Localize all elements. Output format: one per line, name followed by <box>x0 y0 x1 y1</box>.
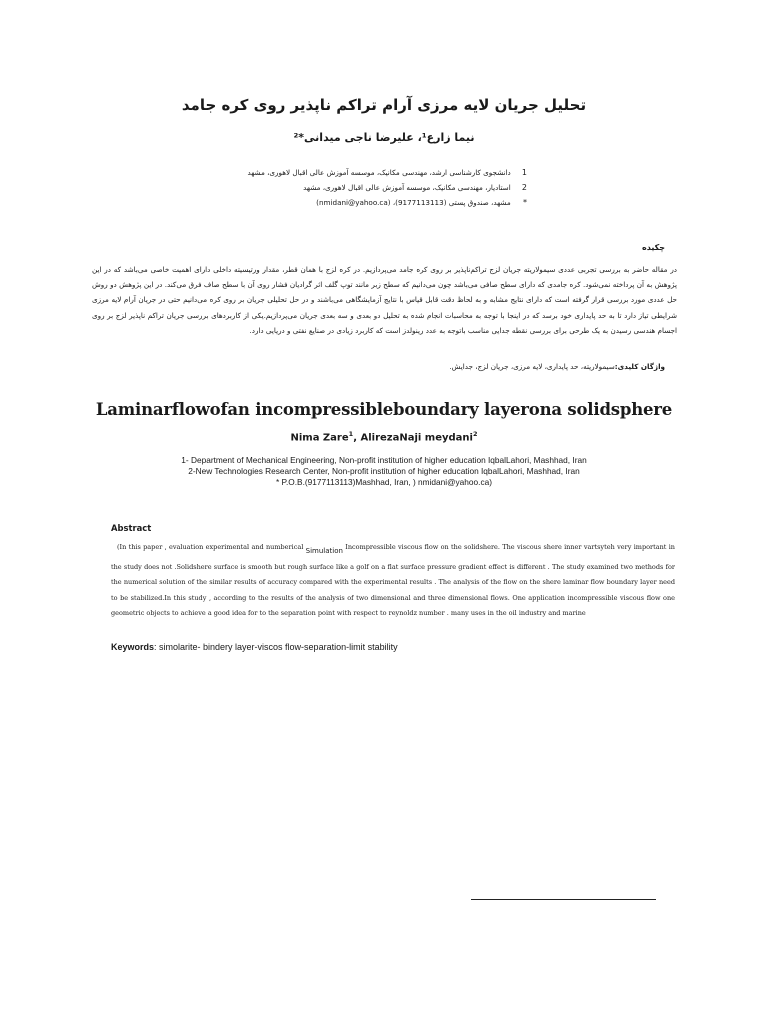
persian-abstract-heading: چکیده <box>641 243 665 252</box>
english-authors <box>0 430 768 443</box>
persian-affiliation-3 <box>180 195 527 210</box>
affiliation-number: * <box>523 198 527 207</box>
persian-title: تحلیل جریان لایه مرزی آرام تراکم ناپذیر روی کره جامد <box>181 96 587 114</box>
affiliation-number: 1 <box>521 168 527 177</box>
persian-keywords-text: سیمولاریته، حد پایداری، لایه مرزی، جریان لزج، جدایش. <box>449 362 615 371</box>
english-abstract-heading: Abstract <box>111 523 152 533</box>
english-title: Laminarflowofan incompressibleboundary layerona solidsphere <box>95 400 673 419</box>
english-affiliation-3: * P.O.B.(9177113113)Mashhad, Iran, ) nmidani@yahoo.ca) <box>276 477 492 487</box>
affiliation-text: مشهد، صندوق پستی (9177113113)، (nmidani@yahoo.ca) <box>316 198 511 207</box>
author-affiliation-mark: 2 <box>472 430 478 438</box>
persian-authors: نیما زارع¹، علیرضا ناجی میدانی*² <box>293 131 475 144</box>
persian-keywords-label: واژگان کلیدی: <box>614 362 665 371</box>
persian-affiliation-2 <box>180 180 527 195</box>
persian-abstract-body: در مقاله حاضر به بررسی تجربی عددی سیمولاریته جریان لزج تراکم‌ناپذیر بر روی کره جامد می‌پردازیم. در کره لزج با همان قطر، مقدار ورتیسیته داخلی دارای اهمیت خاصی می‌باشد که در این پژوهش به آن پرداخته نمی‌شود. کره جامدی که دارای سطح صافی می‌باشد چون می‌دانیم که سطح زبر مانند توپ گلف اثر گرادیان فشار روی آن با سطح صاف فرق می‌کند. در این پژوهش دو روش حل عددی مورد بررسی قرار گرفته است که دارای نتایج مشابه و به لحاظ دقت قابل قیاس با نتایج آزمایشگاهی می‌باشند و در حل تحلیلی جریان بر روی کره می‌دانیم حتی در جریان آرام لایه مرزی شرایطی تیاز دارد تا به حد پایداری خود برسد که در اینجا با توجه به محاسبات انجام شده به تحلیل دو بعدی و سه بعدی جریان می‌پردازیم.یکی از کاربردهای بررسی جریان تراکم ناپذیر لزج بر روی اجسام هندسی رسیدن به یک طرحی برای بررسی نقطه جدایی مناسب باتوجه به عدد رینولدز است که کاربرد زیادی در صنایع نفتی و دریایی دارد. <box>92 265 677 335</box>
english-keywords <box>111 642 398 652</box>
author-separator: , <box>353 432 361 444</box>
english-keywords-text: : simolarite- bindery layer-viscos flow-separation-limit stability <box>154 642 398 652</box>
author-name: AlirezaNaji meydani <box>360 432 473 444</box>
affiliation-number: 2 <box>521 183 527 192</box>
abstract-simulation-word: Simulation <box>305 547 343 555</box>
affiliation-text: دانشجوی کارشناسی ارشد، مهندسی مکانیک، موسسه آموزش عالی اقبال لاهوری، مشهد <box>247 168 511 177</box>
persian-keywords <box>449 362 665 371</box>
author-name: Nima Zare <box>290 432 349 444</box>
english-affiliation-2: 2-New Technologies Research Center, Non-profit institution of higher education IqbalLahori, Mashhad, Iran <box>188 466 580 476</box>
author-affiliation-mark: 1 <box>348 430 354 438</box>
english-affiliations <box>0 455 768 488</box>
affiliation-text: استادیار، مهندسی مکانیک، موسسه آموزش عالی اقبال لاهوری، مشهد <box>303 183 511 192</box>
abstract-text: Incompressible viscous flow on the solidshere. The viscous shere inner vartsyteh very important in the study does not .Solidshere surface is smooth but rough surface like a golf on a flat surface pressure gradient effect is different . The study examined two methods for the numerical solution of the similar results of accuracy compared with the experimental results . The analysis of the flow on the shere laminar flow boundary layer need to be stabilized.In this study , according to the results of the analysis of two dimensional and three dimensional flows. One application incompressible viscous flow one geometric objects to achieve a good idea for to the separation point with respect to reynoldz number . many uses in the oil industry and marine <box>111 543 675 618</box>
persian-affiliation-1 <box>180 165 527 180</box>
persian-affiliations <box>180 165 527 210</box>
english-affiliation-1: 1- Department of Mechanical Engineering, Non-profit institution of higher education IqbalLahori, Mashhad, Iran <box>181 455 587 465</box>
footnote-divider <box>471 899 656 900</box>
abstract-text: (In this paper , evaluation experimental and numberical <box>117 543 306 551</box>
english-keywords-label: Keywords <box>111 642 155 652</box>
english-abstract-body <box>111 540 675 622</box>
